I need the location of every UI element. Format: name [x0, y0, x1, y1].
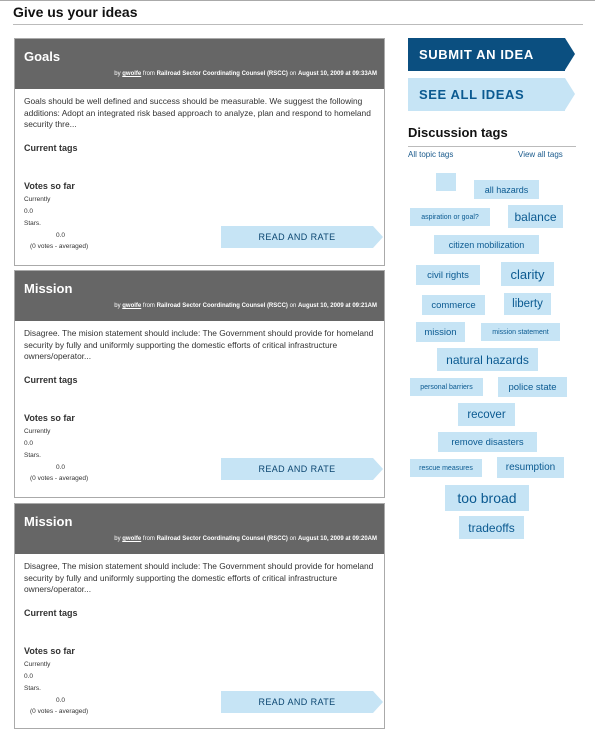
read-and-rate-button[interactable]: READ AND RATE	[221, 226, 373, 248]
idea-summary: Disagree. The mision statement should include: The Government should provide for homeland security by fully and uniformly supporting the domestic efforts of critical infrastructure owners/operator...	[24, 328, 374, 361]
tag-all-hazards[interactable]: all hazards	[474, 180, 539, 199]
tag-aspiration-or-goal[interactable]: aspiration or goal?	[410, 208, 490, 226]
stars-label: Stars.	[24, 452, 41, 459]
see-all-ideas-button[interactable]: SEE ALL IDEAS	[408, 78, 565, 111]
votes-count: (0 votes - averaged)	[30, 708, 89, 715]
currently-label: Currently	[24, 428, 51, 435]
tag-clarity[interactable]: clarity	[501, 262, 554, 286]
all-topic-tags-link[interactable]: All topic tags	[408, 150, 454, 159]
tag-recover[interactable]: recover	[458, 403, 515, 426]
read-and-rate-button[interactable]: READ AND RATE	[221, 458, 373, 480]
idea-header	[15, 504, 384, 554]
tag-remove-disasters[interactable]: remove disasters	[438, 432, 537, 452]
stars-label: Stars.	[24, 685, 41, 692]
rating-value: 0.0	[24, 208, 34, 215]
tag-too-broad[interactable]: too broad	[445, 485, 529, 511]
rating-value: 0.0	[24, 673, 34, 680]
tag-liberty[interactable]: liberty	[504, 293, 551, 315]
tag-balance[interactable]: balance	[508, 205, 563, 228]
currently-label: Currently	[24, 661, 51, 668]
read-and-rate-button[interactable]: READ AND RATE	[221, 691, 373, 713]
tag-citizen-mobilization[interactable]: citizen mobilization	[434, 235, 539, 254]
tag-personal-barriers[interactable]: personal barriers	[410, 378, 483, 396]
tag-civil-rights[interactable]: civil rights	[416, 265, 480, 285]
rating-value: 0.0	[24, 440, 34, 447]
average-value: 0.0	[56, 697, 66, 704]
tag-mission-statement[interactable]: mission statement	[481, 323, 560, 341]
idea-title[interactable]: Goals	[24, 49, 61, 64]
idea-summary: Disagree, The mision statement should include: The Government should provide for homeland security by fully and uniformly supporting the domestic efforts of critical infrastructure owners/operator...	[24, 561, 374, 594]
votes-label: Votes so far	[24, 181, 75, 191]
discussion-tags-title: Discussion tags	[408, 125, 508, 140]
votes-label: Votes so far	[24, 646, 75, 656]
idea-summary: Goals should be well defined and success should be measurable. We suggest the following additions: Adopt an integrated risk based approach to analyze, plan and respond to homeland security thre...	[24, 96, 371, 129]
currently-label: Currently	[24, 196, 51, 203]
idea-title[interactable]: Mission	[24, 281, 73, 296]
discussion-divider	[408, 146, 576, 147]
idea-title[interactable]: Mission	[24, 514, 73, 529]
author-link[interactable]: gwolfe	[122, 303, 142, 309]
idea-meta: by gwolfe from Railroad Sector Coordinating Counsel (RSCC) on August 10, 2009 at 09:20AM	[114, 536, 377, 542]
idea-org: Railroad Sector Coordinating Counsel (RSCC)	[156, 71, 288, 77]
page-title: Give us your ideas	[13, 4, 138, 20]
idea-date: August 10, 2009 at 09:33AM	[297, 71, 377, 77]
tag-resumption[interactable]: resumption	[497, 457, 564, 478]
votes-count: (0 votes - averaged)	[30, 475, 89, 482]
idea-card	[14, 270, 385, 498]
idea-card	[14, 38, 385, 266]
idea-org: Railroad Sector Coordinating Counsel (RSCC)	[156, 303, 288, 309]
idea-date: August 10, 2009 at 09:20AM	[297, 536, 377, 542]
tag-natural-hazards[interactable]: natural hazards	[437, 348, 538, 371]
votes-label: Votes so far	[24, 413, 75, 423]
idea-header	[15, 39, 384, 89]
tag-rescue-measures[interactable]: rescue measures	[410, 459, 482, 477]
tag-empty[interactable]	[436, 173, 456, 191]
current-tags-label: Current tags	[24, 608, 78, 618]
idea-meta: by gwolfe from Railroad Sector Coordinating Counsel (RSCC) on August 10, 2009 at 09:21AM	[114, 303, 377, 309]
stars-label: Stars.	[24, 220, 41, 227]
average-value: 0.0	[56, 464, 66, 471]
idea-org: Railroad Sector Coordinating Counsel (RSCC)	[156, 536, 288, 542]
tag-police-state[interactable]: police state	[498, 377, 567, 397]
author-link[interactable]: gwolfe	[122, 71, 142, 77]
view-all-tags-link[interactable]: View all tags	[518, 150, 563, 159]
idea-card	[14, 503, 385, 729]
idea-date: August 10, 2009 at 09:21AM	[297, 303, 377, 309]
top-border	[0, 0, 595, 1]
title-divider	[13, 24, 583, 25]
current-tags-label: Current tags	[24, 143, 78, 153]
idea-meta: by gwolfe from Railroad Sector Coordinating Counsel (RSCC) on August 10, 2009 at 09:33AM	[114, 71, 377, 77]
tag-commerce[interactable]: commerce	[422, 295, 485, 315]
tag-tradeoffs[interactable]: tradeoffs	[459, 516, 524, 539]
average-value: 0.0	[56, 232, 66, 239]
tag-mission[interactable]: mission	[416, 322, 465, 342]
votes-count: (0 votes - averaged)	[30, 243, 89, 250]
submit-idea-button[interactable]: SUBMIT AN IDEA	[408, 38, 565, 71]
idea-header	[15, 271, 384, 321]
author-link[interactable]: gwolfe	[122, 536, 142, 542]
current-tags-label: Current tags	[24, 375, 78, 385]
